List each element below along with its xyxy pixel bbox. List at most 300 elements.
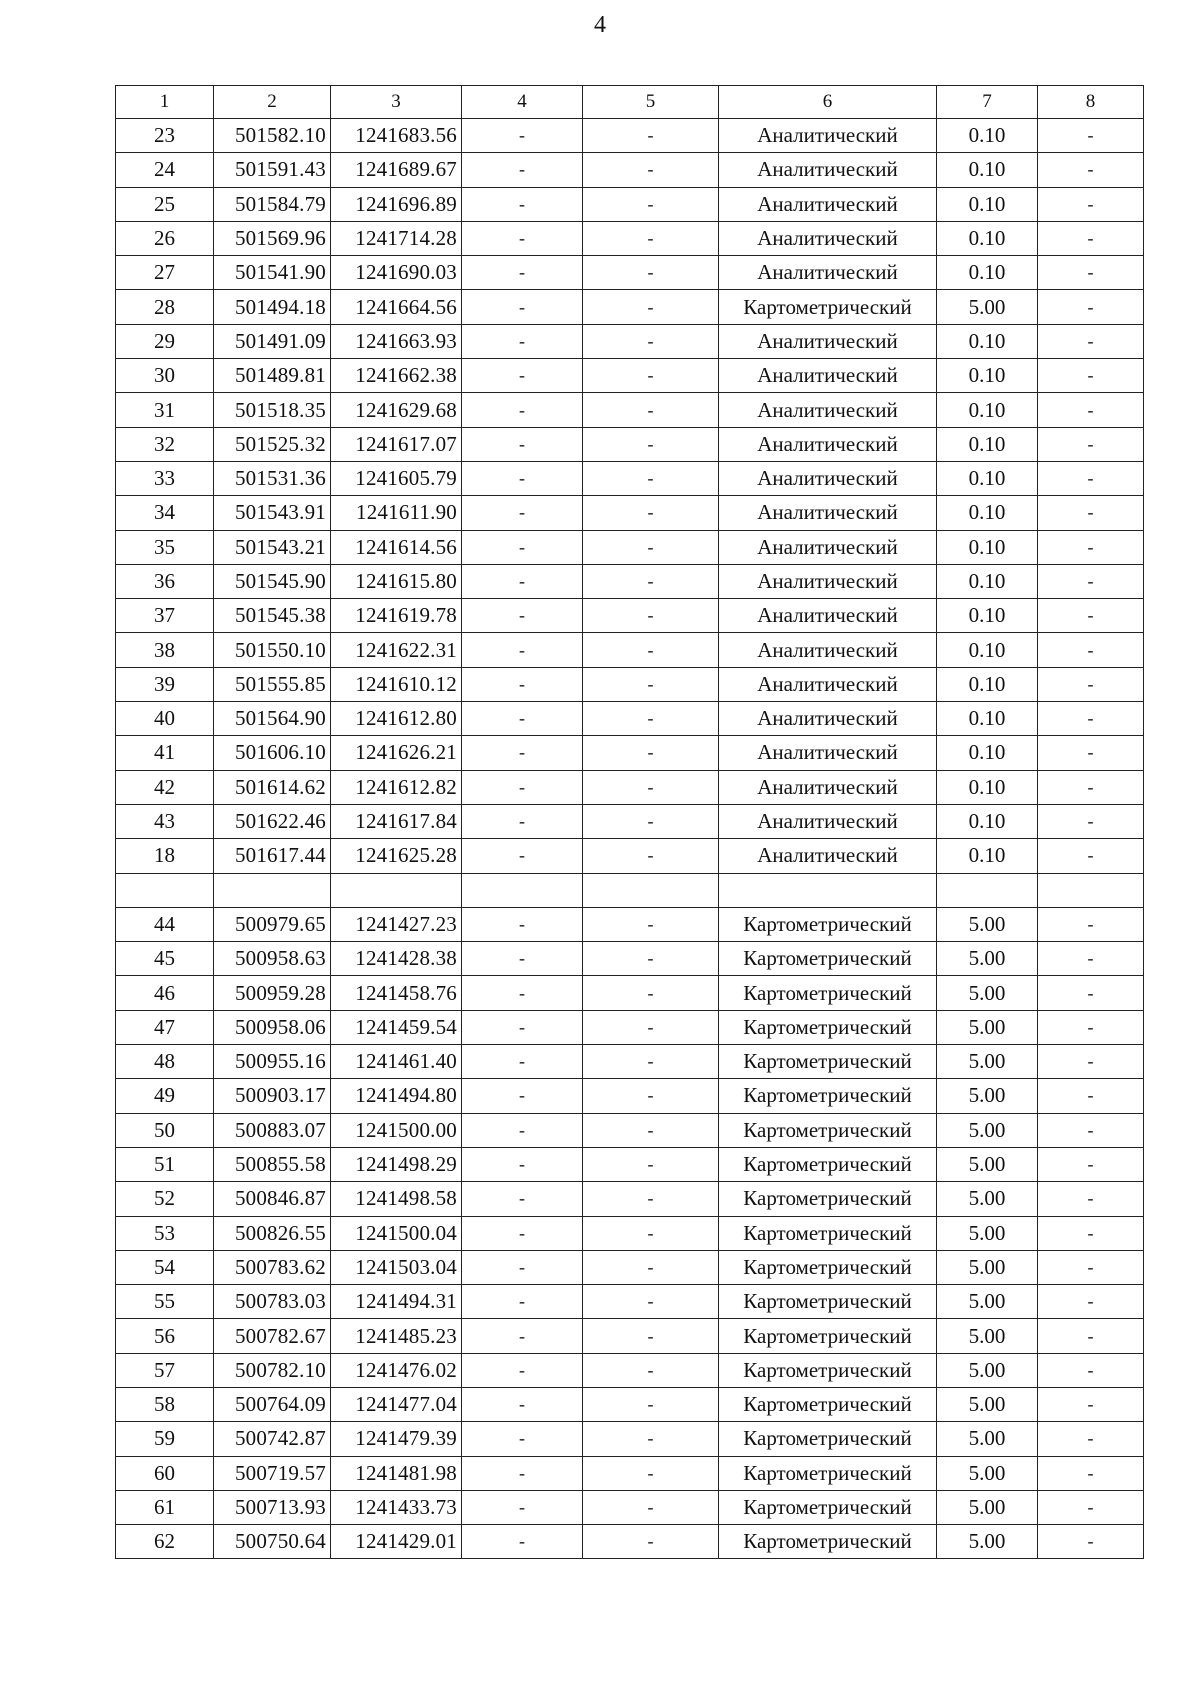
cell-point-number: 55 (116, 1285, 214, 1319)
cell-col-5: - (583, 359, 719, 393)
cell-method: Картометрический (719, 1525, 937, 1559)
cell-accuracy: 5.00 (937, 976, 1038, 1010)
cell-col-4: - (462, 1456, 583, 1490)
cell-col-8 (1038, 873, 1144, 907)
cell-coord-x: 501614.62 (214, 770, 331, 804)
cell-method: Аналитический (719, 633, 937, 667)
cell-point-number: 47 (116, 1010, 214, 1044)
cell-method: Аналитический (719, 599, 937, 633)
cell-coord-y: 1241626.21 (331, 736, 462, 770)
cell-accuracy: 0.10 (937, 153, 1038, 187)
cell-col-4: - (462, 564, 583, 598)
cell-col-4: - (462, 1285, 583, 1319)
cell-col-5 (583, 873, 719, 907)
cell-coord-y: 1241498.58 (331, 1182, 462, 1216)
cell-method: Картометрический (719, 1079, 937, 1113)
table-row (116, 1422, 1144, 1456)
cell-method: Аналитический (719, 427, 937, 461)
cell-method: Аналитический (719, 804, 937, 838)
cell-col-5: - (583, 1422, 719, 1456)
cell-col-8: - (1038, 530, 1144, 564)
cell-point-number: 44 (116, 907, 214, 941)
table-row (116, 393, 1144, 427)
cell-method: Картометрический (719, 1010, 937, 1044)
cell-method: Картометрический (719, 1422, 937, 1456)
cell-point-number: 24 (116, 153, 214, 187)
cell-coord-x: 500750.64 (214, 1525, 331, 1559)
cell-accuracy: 0.10 (937, 599, 1038, 633)
cell-col-8: - (1038, 427, 1144, 461)
table-row (116, 187, 1144, 221)
cell-coord-x: 500719.57 (214, 1456, 331, 1490)
cell-coord-y: 1241610.12 (331, 667, 462, 701)
cell-col-5: - (583, 1387, 719, 1421)
cell-coord-x: 500958.06 (214, 1010, 331, 1044)
cell-method: Картометрический (719, 1250, 937, 1284)
table-row (116, 324, 1144, 358)
cell-method: Аналитический (719, 667, 937, 701)
cell-col-5: - (583, 907, 719, 941)
cell-col-8: - (1038, 667, 1144, 701)
cell-col-4: - (462, 1216, 583, 1250)
cell-coord-y: 1241663.93 (331, 324, 462, 358)
cell-point-number: 49 (116, 1079, 214, 1113)
cell-method: Аналитический (719, 461, 937, 495)
cell-col-5: - (583, 770, 719, 804)
cell-col-8: - (1038, 1387, 1144, 1421)
cell-coord-x: 500958.63 (214, 942, 331, 976)
cell-col-4: - (462, 153, 583, 187)
cell-accuracy: 0.10 (937, 667, 1038, 701)
cell-col-4: - (462, 119, 583, 153)
cell-coord-x: 501555.85 (214, 667, 331, 701)
cell-coord-x: 500783.62 (214, 1250, 331, 1284)
table-row (116, 256, 1144, 290)
cell-method: Аналитический (719, 770, 937, 804)
cell-point-number: 48 (116, 1045, 214, 1079)
cell-coord-x: 501584.79 (214, 187, 331, 221)
cell-col-8: - (1038, 907, 1144, 941)
cell-col-8: - (1038, 942, 1144, 976)
table-row (116, 942, 1144, 976)
cell-coord-y (331, 873, 462, 907)
table-row (116, 1216, 1144, 1250)
cell-col-5: - (583, 599, 719, 633)
cell-col-4: - (462, 1387, 583, 1421)
cell-coord-x: 501491.09 (214, 324, 331, 358)
cell-point-number: 54 (116, 1250, 214, 1284)
cell-method: Картометрический (719, 1319, 937, 1353)
cell-method: Картометрический (719, 1147, 937, 1181)
cell-col-4 (462, 873, 583, 907)
table-row (116, 599, 1144, 633)
cell-col-4: - (462, 1319, 583, 1353)
table-row (116, 804, 1144, 838)
cell-accuracy: 0.10 (937, 256, 1038, 290)
cell-col-5: - (583, 1456, 719, 1490)
cell-coord-y: 1241689.67 (331, 153, 462, 187)
cell-col-5: - (583, 804, 719, 838)
cell-accuracy: 0.10 (937, 427, 1038, 461)
cell-method: Картометрический (719, 1490, 937, 1524)
cell-coord-y: 1241619.78 (331, 599, 462, 633)
cell-point-number: 37 (116, 599, 214, 633)
cell-coord-y: 1241622.31 (331, 633, 462, 667)
cell-col-8: - (1038, 1319, 1144, 1353)
cell-method: Картометрический (719, 1182, 937, 1216)
cell-col-4: - (462, 1422, 583, 1456)
column-header-1: 1 (116, 86, 214, 119)
cell-coord-y: 1241500.04 (331, 1216, 462, 1250)
cell-point-number (116, 873, 214, 907)
cell-col-4: - (462, 461, 583, 495)
cell-col-4: - (462, 496, 583, 530)
table-row (116, 976, 1144, 1010)
cell-coord-y: 1241485.23 (331, 1319, 462, 1353)
cell-coord-x: 501531.36 (214, 461, 331, 495)
cell-coord-x: 501545.90 (214, 564, 331, 598)
column-header-7: 7 (937, 86, 1038, 119)
cell-method: Аналитический (719, 153, 937, 187)
cell-coord-y: 1241629.68 (331, 393, 462, 427)
cell-accuracy: 0.10 (937, 461, 1038, 495)
table-row (116, 427, 1144, 461)
cell-col-4: - (462, 530, 583, 564)
cell-col-8: - (1038, 804, 1144, 838)
cell-accuracy: 5.00 (937, 942, 1038, 976)
cell-point-number: 38 (116, 633, 214, 667)
table-body (116, 119, 1144, 1559)
cell-method: Аналитический (719, 393, 937, 427)
cell-method: Аналитический (719, 702, 937, 736)
cell-col-5: - (583, 256, 719, 290)
cell-coord-y: 1241427.23 (331, 907, 462, 941)
cell-coord-x: 501622.46 (214, 804, 331, 838)
cell-coord-x: 501606.10 (214, 736, 331, 770)
cell-coord-x: 500782.67 (214, 1319, 331, 1353)
cell-accuracy: 5.00 (937, 1422, 1038, 1456)
cell-method (719, 873, 937, 907)
cell-col-8: - (1038, 359, 1144, 393)
cell-accuracy: 5.00 (937, 1250, 1038, 1284)
table-row (116, 1147, 1144, 1181)
cell-point-number: 34 (116, 496, 214, 530)
cell-col-8: - (1038, 187, 1144, 221)
cell-point-number: 35 (116, 530, 214, 564)
table-row (116, 1525, 1144, 1559)
cell-point-number: 29 (116, 324, 214, 358)
table-row (116, 873, 1144, 907)
cell-coord-y: 1241612.80 (331, 702, 462, 736)
cell-col-8: - (1038, 976, 1144, 1010)
cell-col-5: - (583, 633, 719, 667)
cell-coord-x: 501591.43 (214, 153, 331, 187)
cell-col-5: - (583, 1079, 719, 1113)
cell-col-4: - (462, 324, 583, 358)
table-row (116, 633, 1144, 667)
table-row (116, 290, 1144, 324)
cell-point-number: 40 (116, 702, 214, 736)
cell-accuracy: 0.10 (937, 839, 1038, 873)
cell-col-5: - (583, 324, 719, 358)
cell-col-4: - (462, 393, 583, 427)
cell-col-4: - (462, 976, 583, 1010)
cell-col-8: - (1038, 119, 1144, 153)
cell-coord-y: 1241690.03 (331, 256, 462, 290)
table-row (116, 564, 1144, 598)
cell-point-number: 51 (116, 1147, 214, 1181)
cell-coord-x: 501543.91 (214, 496, 331, 530)
table-row (116, 1113, 1144, 1147)
cell-point-number: 42 (116, 770, 214, 804)
cell-point-number: 56 (116, 1319, 214, 1353)
cell-col-5: - (583, 461, 719, 495)
cell-col-4: - (462, 1250, 583, 1284)
cell-coord-y: 1241461.40 (331, 1045, 462, 1079)
cell-accuracy: 0.10 (937, 324, 1038, 358)
cell-coord-x: 500782.10 (214, 1353, 331, 1387)
cell-point-number: 43 (116, 804, 214, 838)
cell-point-number: 30 (116, 359, 214, 393)
cell-coord-y: 1241614.56 (331, 530, 462, 564)
cell-col-8: - (1038, 221, 1144, 255)
cell-point-number: 53 (116, 1216, 214, 1250)
table-row (116, 770, 1144, 804)
cell-coord-y: 1241429.01 (331, 1525, 462, 1559)
cell-col-4: - (462, 187, 583, 221)
cell-coord-y: 1241612.82 (331, 770, 462, 804)
table-row (116, 1387, 1144, 1421)
cell-coord-y: 1241617.07 (331, 427, 462, 461)
cell-accuracy: 5.00 (937, 1456, 1038, 1490)
cell-coord-y: 1241617.84 (331, 804, 462, 838)
cell-col-5: - (583, 1353, 719, 1387)
cell-coord-y: 1241498.29 (331, 1147, 462, 1181)
cell-method: Аналитический (719, 187, 937, 221)
cell-col-5: - (583, 1147, 719, 1181)
cell-col-4: - (462, 1525, 583, 1559)
column-header-8: 8 (1038, 86, 1144, 119)
cell-col-8: - (1038, 1147, 1144, 1181)
cell-coord-y: 1241476.02 (331, 1353, 462, 1387)
cell-coord-y: 1241625.28 (331, 839, 462, 873)
cell-accuracy: 0.10 (937, 633, 1038, 667)
cell-coord-x: 500764.09 (214, 1387, 331, 1421)
table-row (116, 1182, 1144, 1216)
cell-accuracy: 0.10 (937, 736, 1038, 770)
cell-coord-x: 501545.38 (214, 599, 331, 633)
cell-coord-y: 1241459.54 (331, 1010, 462, 1044)
cell-col-4: - (462, 1147, 583, 1181)
cell-coord-y: 1241500.00 (331, 1113, 462, 1147)
column-header-3: 3 (331, 86, 462, 119)
cell-col-4: - (462, 1113, 583, 1147)
cell-accuracy: 5.00 (937, 1182, 1038, 1216)
cell-col-8: - (1038, 1422, 1144, 1456)
cell-coord-x: 501564.90 (214, 702, 331, 736)
cell-method: Картометрический (719, 1045, 937, 1079)
cell-col-8: - (1038, 564, 1144, 598)
cell-col-8: - (1038, 290, 1144, 324)
cell-method: Аналитический (719, 359, 937, 393)
column-header-4: 4 (462, 86, 583, 119)
cell-point-number: 36 (116, 564, 214, 598)
cell-coord-x: 500846.87 (214, 1182, 331, 1216)
cell-col-5: - (583, 1045, 719, 1079)
cell-coord-x: 500979.65 (214, 907, 331, 941)
cell-accuracy: 0.10 (937, 221, 1038, 255)
cell-coord-y: 1241494.31 (331, 1285, 462, 1319)
table-row (116, 153, 1144, 187)
cell-accuracy: 5.00 (937, 1147, 1038, 1181)
cell-accuracy: 5.00 (937, 1045, 1038, 1079)
table-row (116, 667, 1144, 701)
cell-col-8: - (1038, 633, 1144, 667)
cell-accuracy: 5.00 (937, 1490, 1038, 1524)
table-row (116, 119, 1144, 153)
cell-coord-y: 1241605.79 (331, 461, 462, 495)
cell-coord-x: 501518.35 (214, 393, 331, 427)
cell-method: Аналитический (719, 496, 937, 530)
cell-accuracy: 0.10 (937, 187, 1038, 221)
cell-method: Картометрический (719, 907, 937, 941)
cell-method: Аналитический (719, 564, 937, 598)
cell-col-5: - (583, 942, 719, 976)
cell-col-5: - (583, 393, 719, 427)
cell-col-5: - (583, 496, 719, 530)
table-row (116, 359, 1144, 393)
cell-method: Аналитический (719, 839, 937, 873)
cell-accuracy: 5.00 (937, 907, 1038, 941)
table-row (116, 1285, 1144, 1319)
cell-coord-y: 1241481.98 (331, 1456, 462, 1490)
cell-accuracy: 5.00 (937, 1216, 1038, 1250)
cell-accuracy: 0.10 (937, 702, 1038, 736)
cell-coord-x: 500826.55 (214, 1216, 331, 1250)
cell-accuracy: 5.00 (937, 1353, 1038, 1387)
cell-col-4: - (462, 1079, 583, 1113)
cell-coord-y: 1241664.56 (331, 290, 462, 324)
cell-col-5: - (583, 187, 719, 221)
table-row (116, 736, 1144, 770)
cell-coord-y: 1241477.04 (331, 1387, 462, 1421)
cell-col-8: - (1038, 153, 1144, 187)
cell-col-8: - (1038, 393, 1144, 427)
cell-accuracy: 5.00 (937, 1010, 1038, 1044)
cell-col-4: - (462, 702, 583, 736)
table-row (116, 461, 1144, 495)
cell-col-8: - (1038, 461, 1144, 495)
cell-col-5: - (583, 702, 719, 736)
cell-col-8: - (1038, 1010, 1144, 1044)
cell-col-8: - (1038, 702, 1144, 736)
cell-accuracy: 0.10 (937, 770, 1038, 804)
coordinates-table (115, 85, 1144, 1559)
cell-accuracy: 5.00 (937, 1285, 1038, 1319)
cell-col-4: - (462, 256, 583, 290)
cell-accuracy: 0.10 (937, 119, 1038, 153)
cell-coord-y: 1241615.80 (331, 564, 462, 598)
cell-col-4: - (462, 1010, 583, 1044)
cell-method: Картометрический (719, 290, 937, 324)
cell-col-4: - (462, 290, 583, 324)
cell-point-number: 18 (116, 839, 214, 873)
cell-point-number: 33 (116, 461, 214, 495)
cell-coord-y: 1241611.90 (331, 496, 462, 530)
cell-col-4: - (462, 736, 583, 770)
cell-col-5: - (583, 1182, 719, 1216)
cell-point-number: 57 (116, 1353, 214, 1387)
cell-method: Картометрический (719, 1387, 937, 1421)
cell-method: Картометрический (719, 1456, 937, 1490)
cell-col-5: - (583, 221, 719, 255)
cell-method: Аналитический (719, 736, 937, 770)
table-row (116, 1250, 1144, 1284)
cell-coord-x: 501541.90 (214, 256, 331, 290)
cell-coord-y: 1241479.39 (331, 1422, 462, 1456)
cell-col-4: - (462, 804, 583, 838)
page-number: 4 (594, 12, 606, 38)
column-header-6: 6 (719, 86, 937, 119)
cell-point-number: 46 (116, 976, 214, 1010)
cell-coord-y: 1241428.38 (331, 942, 462, 976)
cell-coord-x (214, 873, 331, 907)
cell-col-5: - (583, 153, 719, 187)
cell-point-number: 62 (116, 1525, 214, 1559)
table-row (116, 530, 1144, 564)
cell-col-8: - (1038, 1353, 1144, 1387)
cell-point-number: 61 (116, 1490, 214, 1524)
cell-method: Картометрический (719, 1353, 937, 1387)
cell-point-number: 31 (116, 393, 214, 427)
cell-col-4: - (462, 427, 583, 461)
table-row (116, 1319, 1144, 1353)
table-row (116, 1490, 1144, 1524)
cell-coord-y: 1241683.56 (331, 119, 462, 153)
cell-col-5: - (583, 736, 719, 770)
column-header-2: 2 (214, 86, 331, 119)
table-row (116, 1456, 1144, 1490)
cell-coord-x: 501525.32 (214, 427, 331, 461)
cell-accuracy: 0.10 (937, 804, 1038, 838)
cell-coord-y: 1241494.80 (331, 1079, 462, 1113)
cell-col-4: - (462, 599, 583, 633)
cell-coord-x: 500855.58 (214, 1147, 331, 1181)
cell-col-8: - (1038, 839, 1144, 873)
cell-col-8: - (1038, 256, 1144, 290)
cell-col-4: - (462, 839, 583, 873)
cell-col-8: - (1038, 1182, 1144, 1216)
cell-coord-x: 501489.81 (214, 359, 331, 393)
cell-col-5: - (583, 564, 719, 598)
cell-col-8: - (1038, 324, 1144, 358)
cell-col-8: - (1038, 496, 1144, 530)
cell-col-5: - (583, 119, 719, 153)
cell-point-number: 28 (116, 290, 214, 324)
cell-point-number: 26 (116, 221, 214, 255)
cell-col-5: - (583, 1525, 719, 1559)
table-row (116, 1079, 1144, 1113)
cell-coord-y: 1241662.38 (331, 359, 462, 393)
cell-point-number: 59 (116, 1422, 214, 1456)
cell-accuracy: 0.10 (937, 530, 1038, 564)
cell-col-4: - (462, 942, 583, 976)
cell-point-number: 58 (116, 1387, 214, 1421)
cell-col-4: - (462, 1353, 583, 1387)
cell-col-5: - (583, 530, 719, 564)
cell-col-8: - (1038, 1216, 1144, 1250)
cell-col-8: - (1038, 770, 1144, 804)
